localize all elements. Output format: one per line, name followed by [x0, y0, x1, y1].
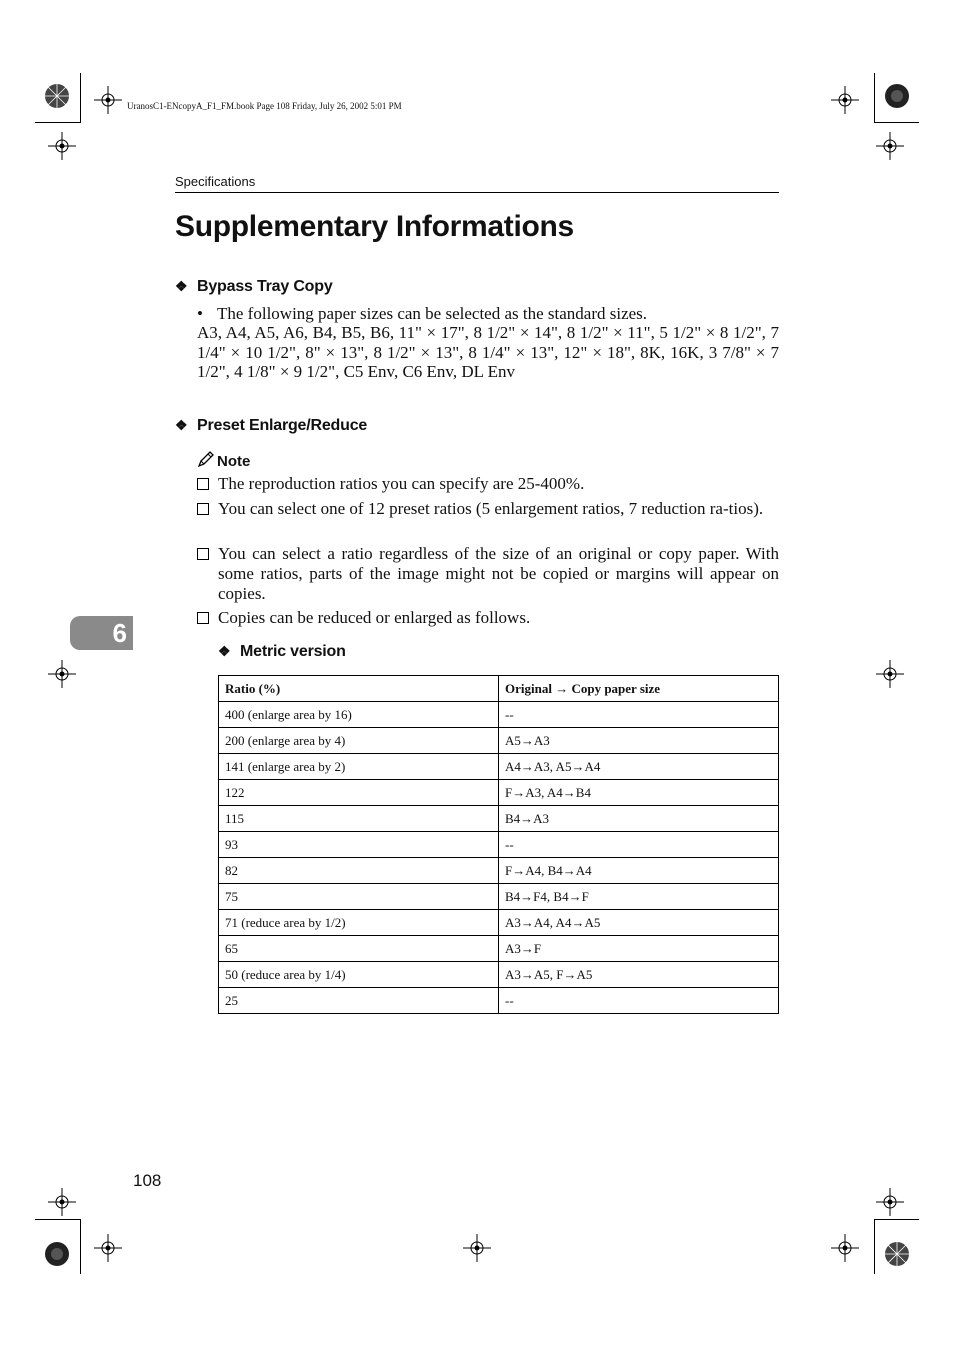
- table-row: [219, 806, 779, 832]
- bypass-heading: [175, 278, 333, 296]
- diamond-bullet-icon: ❖: [175, 278, 188, 294]
- page-number: 108: [133, 1171, 162, 1190]
- note-item: [197, 499, 779, 519]
- checkbox-bullet-icon: [197, 548, 209, 560]
- chapter-tab: 6: [70, 616, 133, 650]
- table-cell: 400 (enlarge area by 16): [219, 702, 499, 728]
- table-cell: A3→A5, F→A5: [499, 962, 779, 988]
- table-header-row: [219, 676, 779, 702]
- table-cell: B4→A3: [499, 806, 779, 832]
- page-title: Supplementary Informations: [175, 210, 574, 243]
- table-row: [219, 884, 779, 910]
- table-cell: B4→F4, B4→F: [499, 884, 779, 910]
- note-text: Copies can be reduced or enlarged as follows.: [218, 608, 531, 627]
- note-text: You can select a ratio regardless of the size of an original or copy paper. With some ratios, parts of the image might not be copied or margins will appear on copies.: [218, 544, 779, 603]
- table-cell: A3→F: [499, 936, 779, 962]
- note-text: The reproduction ratios you can specify are 25-400%.: [218, 474, 585, 493]
- diamond-bullet-icon: ❖: [218, 643, 231, 659]
- registration-mark-icon: [44, 83, 70, 109]
- crosshair-icon: [831, 86, 859, 114]
- table-cell: A4→A3, A5→A4: [499, 754, 779, 780]
- file-stamp: UranosC1-ENcopyA_F1_FM.book Page 108 Friday, July 26, 2002 5:01 PM: [127, 101, 402, 111]
- checkbox-bullet-icon: [197, 503, 209, 515]
- table-cell: 71 (reduce area by 1/2): [219, 910, 499, 936]
- crop-line: [874, 122, 919, 123]
- crosshair-icon: [94, 1234, 122, 1262]
- bypass-intro-text: The following paper sizes can be selected as the standard sizes.: [217, 304, 648, 323]
- crop-line: [80, 73, 81, 123]
- crosshair-icon: [876, 660, 904, 688]
- table-row: [219, 936, 779, 962]
- table-cell: --: [499, 702, 779, 728]
- table-row: [219, 962, 779, 988]
- preset-heading-text: Preset Enlarge/Reduce: [197, 417, 368, 434]
- table-cell: A5→A3: [499, 728, 779, 754]
- metric-heading: [218, 643, 346, 661]
- ratio-table: [218, 675, 779, 1014]
- crop-line: [35, 1219, 80, 1220]
- preset-heading: [175, 417, 367, 435]
- checkbox-bullet-icon: [197, 478, 209, 490]
- crop-line: [80, 1219, 81, 1274]
- table-cell: 200 (enlarge area by 4): [219, 728, 499, 754]
- table-row: [219, 702, 779, 728]
- registration-mark-icon: [44, 1241, 70, 1267]
- table-cell: 93: [219, 832, 499, 858]
- crop-line: [35, 122, 80, 123]
- pencil-icon: [197, 450, 215, 468]
- paper-size-list: A3, A4, A5, A6, B4, B5, B6, 11" × 17", 8 1/2" × 14", 8 1/2" × 11", 5 1/2" × 8 1/2", 7 1/4" × 10 1/2", 8" × 13", 8 1/2" × 13", 8 1/4" × 13", 12" × 18", 8K, 16K, 3 7/8" × 7 1/2", 4 1/8" × 9 1/2", C5 Env, C6 Env, DL Env: [197, 323, 779, 381]
- running-head: Specifications: [175, 174, 256, 189]
- crosshair-icon: [876, 1188, 904, 1216]
- note-item: [197, 544, 779, 604]
- table-row: [219, 910, 779, 936]
- note-label-text: Note: [217, 453, 251, 470]
- crosshair-icon: [831, 1234, 859, 1262]
- bypass-heading-text: Bypass Tray Copy: [197, 278, 333, 295]
- table-cell: A3→A4, A4→A5: [499, 910, 779, 936]
- note-label: [197, 450, 250, 470]
- note-item: [197, 474, 779, 494]
- table-cell: 122: [219, 780, 499, 806]
- registration-mark-icon: [884, 83, 910, 109]
- table-cell: 65: [219, 936, 499, 962]
- checkbox-bullet-icon: [197, 612, 209, 624]
- table-cell: 25: [219, 988, 499, 1014]
- column-header: Ratio (%): [219, 676, 499, 702]
- bullet-icon: •: [197, 304, 203, 323]
- table-row: [219, 988, 779, 1014]
- header-rule: [175, 192, 779, 193]
- table-cell: 50 (reduce area by 1/4): [219, 962, 499, 988]
- metric-heading-text: Metric version: [240, 643, 346, 660]
- crop-line: [874, 1219, 919, 1220]
- crop-line: [874, 73, 875, 123]
- table-cell: --: [499, 832, 779, 858]
- table-cell: 82: [219, 858, 499, 884]
- table-row: [219, 858, 779, 884]
- crosshair-icon: [48, 132, 76, 160]
- registration-mark-icon: [884, 1241, 910, 1267]
- note-item: [197, 608, 779, 628]
- table-cell: 115: [219, 806, 499, 832]
- bypass-intro: [197, 304, 647, 324]
- table-cell: F→A4, B4→A4: [499, 858, 779, 884]
- table-cell: 141 (enlarge area by 2): [219, 754, 499, 780]
- table-cell: --: [499, 988, 779, 1014]
- table-row: [219, 780, 779, 806]
- diamond-bullet-icon: ❖: [175, 417, 188, 433]
- crop-line: [874, 1219, 875, 1274]
- crosshair-icon: [48, 1188, 76, 1216]
- crosshair-icon: [463, 1234, 491, 1262]
- table-row: [219, 754, 779, 780]
- table-row: [219, 832, 779, 858]
- column-header: Original → Copy paper size: [499, 676, 779, 702]
- note-text: You can select one of 12 preset ratios (5 enlargement ratios, 7 reduction ra-tios).: [218, 499, 764, 518]
- crosshair-icon: [48, 660, 76, 688]
- table-cell: F→A3, A4→B4: [499, 780, 779, 806]
- crosshair-icon: [94, 86, 122, 114]
- table-cell: 75: [219, 884, 499, 910]
- crosshair-icon: [876, 132, 904, 160]
- table-row: [219, 728, 779, 754]
